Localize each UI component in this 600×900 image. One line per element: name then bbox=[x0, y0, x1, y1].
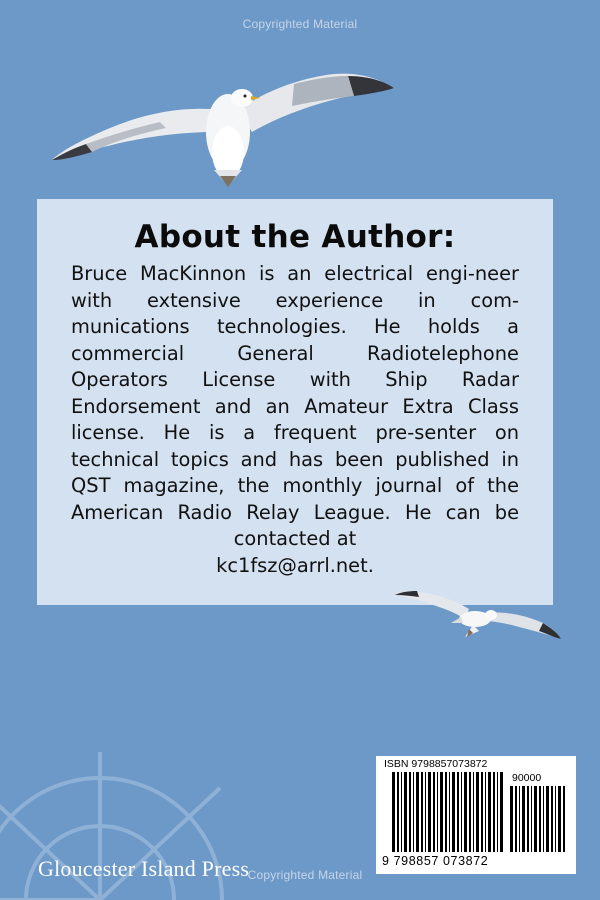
seagull-small-icon bbox=[393, 583, 563, 647]
about-author-heading: About the Author: bbox=[134, 219, 456, 255]
seagull-large-icon bbox=[48, 66, 400, 188]
price-code: 90000 bbox=[512, 772, 542, 784]
isbn-barcode bbox=[376, 756, 576, 874]
isbn-label: ISBN 9798857073872 bbox=[384, 758, 488, 770]
copyright-watermark-top: Copyrighted Material bbox=[242, 17, 358, 31]
publisher-name: Gloucester Island Press bbox=[38, 856, 250, 881]
isbn-digits: 9 798857 073872 bbox=[382, 854, 489, 868]
copyright-watermark-bottom: Copyrighted Material bbox=[247, 868, 363, 882]
about-author-panel bbox=[37, 199, 553, 605]
about-author-text: Bruce MacKinnon is an electrical engi-neer with extensive experience in com-munications technologies. He holds a commercial General Radiotelephone Operators License with Ship Radar Endorsement and an Amateur Extra Class license. He is a frequent pre-senter on technical topics and has been published in QST magazine, the monthly journal of the American Radio Relay League. He can be contacted at bbox=[71, 262, 519, 550]
author-email: kc1fsz@arrl.net. bbox=[216, 553, 374, 577]
